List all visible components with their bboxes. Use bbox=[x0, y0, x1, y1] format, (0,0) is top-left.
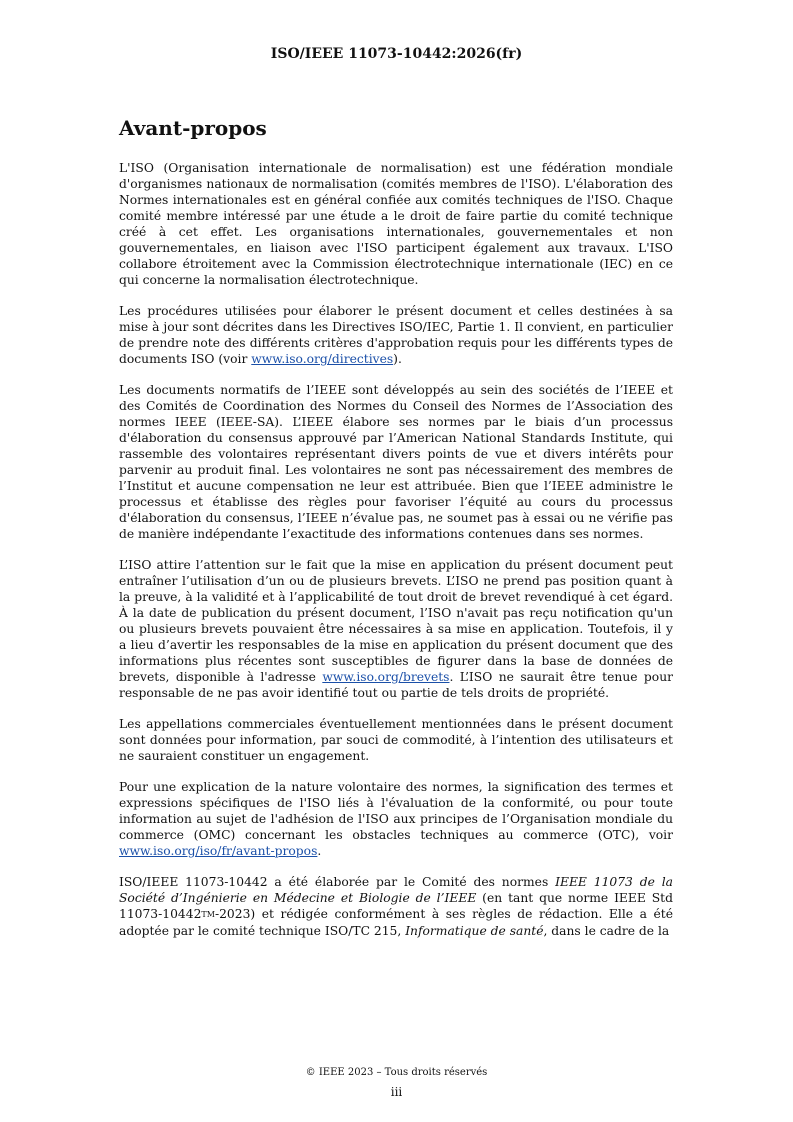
footer-copyright: © IEEE 2023 – Tous droits réservés bbox=[305, 1067, 488, 1078]
paragraph-voluntary-end: . bbox=[317, 844, 322, 858]
elaboration-text-b: (en tant que norme IEEE Std 11073-10442 bbox=[119, 891, 673, 921]
trademark-mark: TM bbox=[201, 910, 215, 919]
elaboration-tc-italic: Informatique de santé bbox=[405, 924, 544, 938]
elaboration-text-c: -2023) et rédigée conformément à ses règles de rédaction. Elle a été adoptée par le comité technique ISO/TC 215, bbox=[119, 907, 673, 938]
document-body bbox=[119, 160, 673, 954]
elaboration-text-d: , dans le cadre de la bbox=[543, 924, 670, 938]
page-number: iii bbox=[390, 1085, 403, 1099]
paragraph-patents-text: L’ISO attire l’attention sur le fait que la mise en application du présent document peut entraîner l’utilisation d’un ou de plusieurs brevets. L’ISO ne prend pas position quant à la preuve, à la validité et à l’applicabilité de tout droit de brevet revendiqué à cet égard. À la date de publication du présent document, l’ISO n'avait pas reçu notification qu'un ou plusieurs brevets pouvaient être nécessaires à sa mise en application. Toutefois, il y a lieu d’avertir les responsables de la mise en application du présent document que des informations plus récentes sont susceptibles de figurer dans la base de données de brevets, disponible à l'adresse bbox=[119, 558, 673, 684]
link-avant-propos[interactable]: www.iso.org/iso/fr/avant-propos bbox=[119, 844, 318, 858]
paragraph-elaboration bbox=[119, 874, 673, 939]
link-directives[interactable]: www.iso.org/directives bbox=[251, 352, 394, 366]
paragraph-ieee-documents: Les documents normatifs de l’IEEE sont développés au sein des sociétés de l’IEEE et des Comités de Coordination des Normes du Conseil des Normes de l’Association des normes IEEE (IEEE-SA). L’IEEE élabore ses normes par le biais d’un processus d'élaboration du consensus approuvé par l’American National Standards Institute, qui rassemble des volontaires représentant divers points de vue et divers intérêts pour parvenir au produit final. Les volontaires ne sont pas nécessairement des membres de l’Institut et aucune compensation ne leur est attribuée. Bien que l’IEEE administre le processus et établisse des règles pour favoriser l’équité au cours du processus d'élaboration du consensus, l’IEEE n’évalue pas, ne soumet pas à essai ou ne vérifie pas de manière indépendante l’exactitude des informations contenues dans ses normes. bbox=[119, 383, 673, 541]
paragraph-patents-end: . L’ISO ne saurait être tenue pour responsable de ne pas avoir identifié tout ou partie de tels droits de propriété. bbox=[119, 670, 673, 700]
paragraph-procedures bbox=[119, 303, 673, 367]
paragraph-voluntary-nature bbox=[119, 779, 673, 859]
paragraph-trade-names: Les appellations commerciales éventuellement mentionnées dans le présent document sont données pour information, par souci de commodité, à l’intention des utilisateurs et ne sauraient constituer un engagement. bbox=[119, 717, 673, 763]
paragraph-patents bbox=[119, 557, 673, 701]
paragraph-iso-intro: L'ISO (Organisation internationale de normalisation) est une fédération mondiale d'organismes nationaux de normalisation (comités membres de l'ISO). L'élaboration des Normes internationales est en général confiée aux comités techniques de l'ISO. Chaque comité membre intéressé par une étude a le droit de faire partie du comité technique créé à cet effet. Les organisations internationales, gouvernementales et non gouvernementales, en liaison avec l'ISO participent également aux travaux. L'ISO collabore étroitement avec la Commission électrotechnique internationale (IEC) en ce qui concerne la normalisation électrotechnique. bbox=[119, 161, 673, 287]
paragraph-procedures-text: Les procédures utilisées pour élaborer le présent document et celles destinées à sa mise à jour sont décrites dans les Directives ISO/IEC, Partie 1. Il convient, en particulier de prendre note des différents critères d'approbation requis pour les différents types de documents ISO (voir bbox=[119, 304, 673, 366]
paragraph-voluntary-text: Pour une explication de la nature volontaire des normes, la signification des termes et expressions spécifiques de l'ISO liés à l'évaluation de la conformité, ou pour toute information au sujet de l'adhésion de l'ISO aux principes de l’Organisation mondiale du commerce (OMC) concernant les obstacles techniques au commerce (OTC), voir bbox=[119, 780, 673, 842]
elaboration-committee-italic: IEEE 11073 de la Société d’Ingénierie en Médecine et Biologie de l’IEEE bbox=[119, 875, 673, 905]
document-header-id: ISO/IEEE 11073-10442:2026(fr) bbox=[270, 46, 523, 62]
elaboration-text-a: ISO/IEEE 11073-10442 a été élaborée par le Comité des normes bbox=[119, 875, 556, 889]
section-title: Avant-propos bbox=[119, 116, 267, 140]
paragraph-procedures-end: ). bbox=[393, 352, 402, 366]
link-brevets[interactable]: www.iso.org/brevets bbox=[322, 670, 450, 684]
